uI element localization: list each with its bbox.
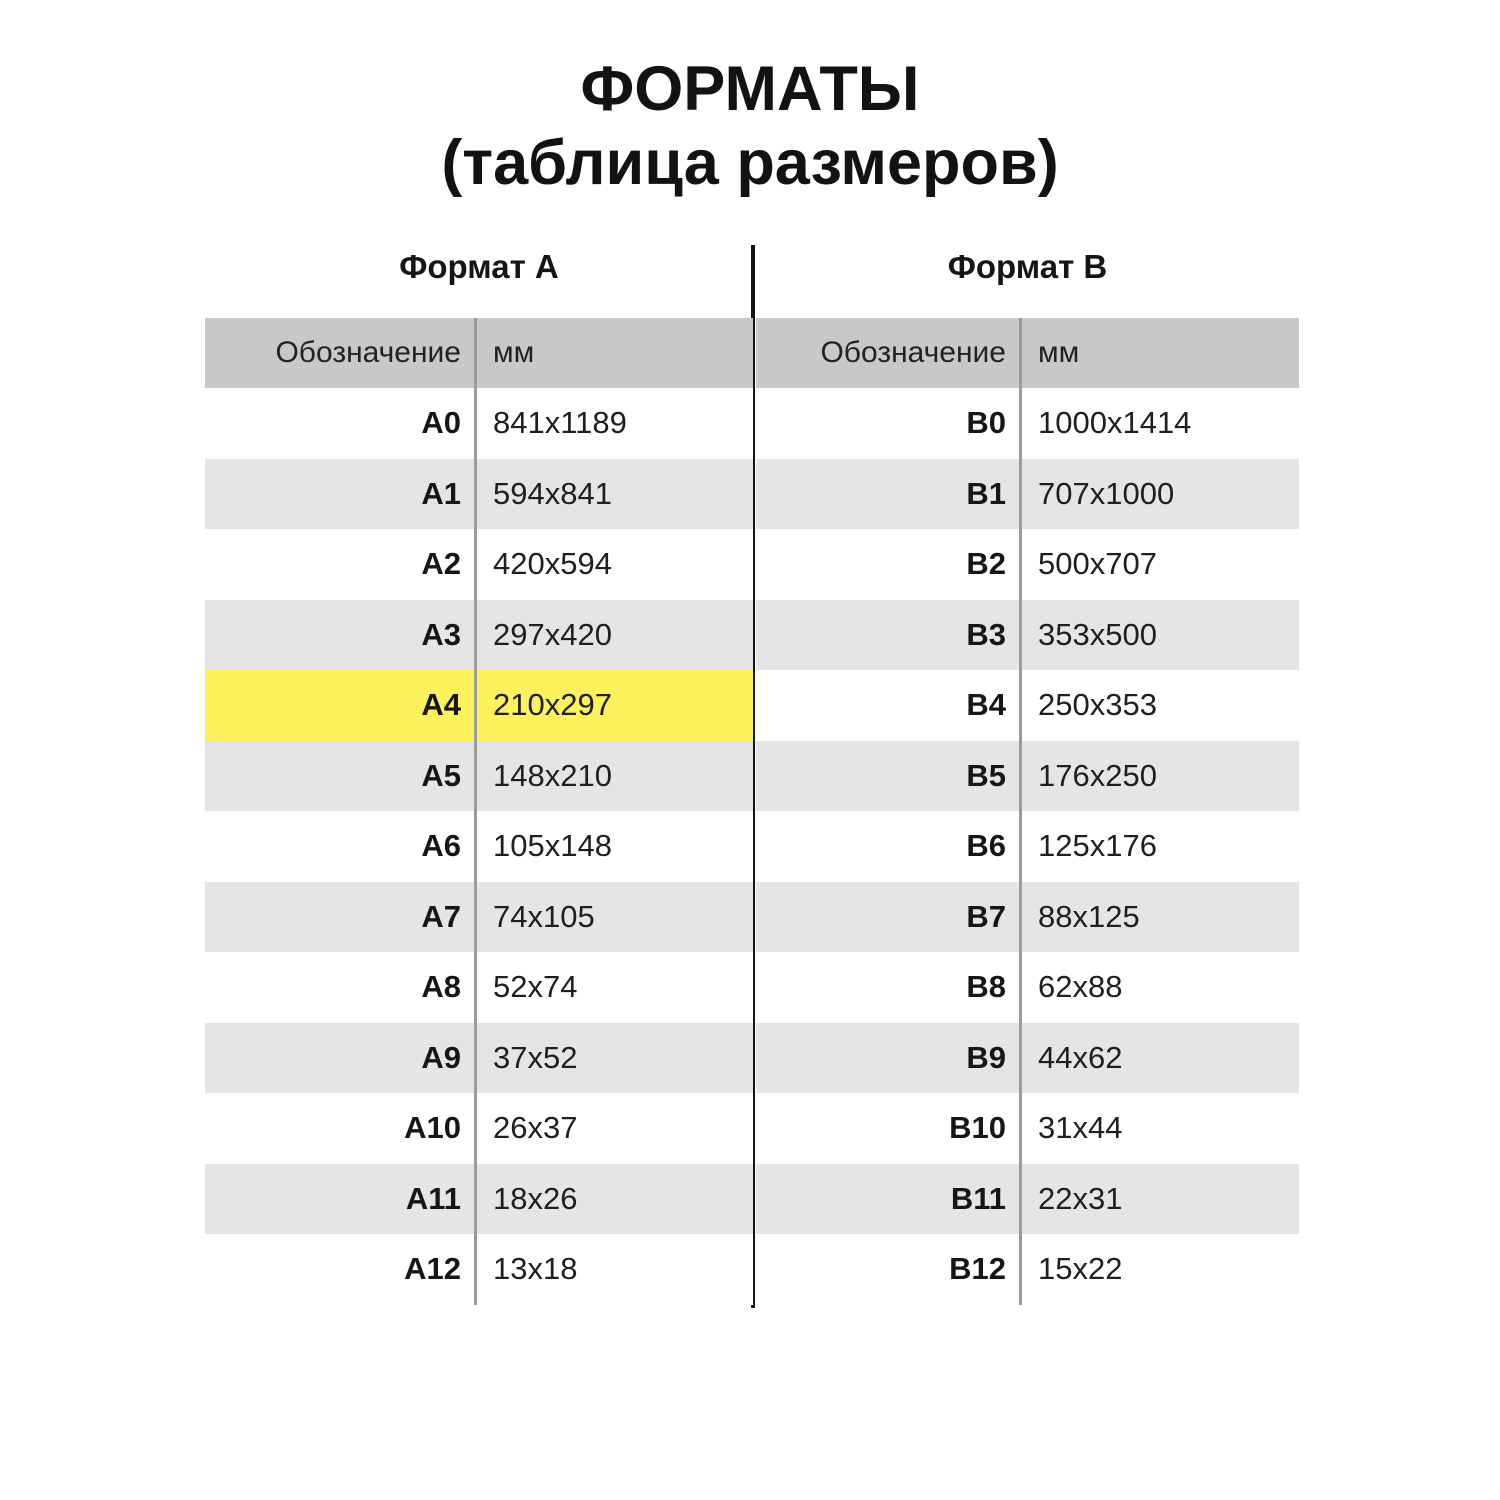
designation-cell: B10 [756,1093,1022,1164]
table-row [756,1164,1299,1235]
table-row [205,1023,753,1094]
mm-cell: 26x37 [493,1110,578,1146]
designation-cell: B0 [756,388,1022,459]
designation-cell: A11 [205,1164,477,1235]
table-row [756,388,1299,459]
mm-cell: 22x31 [1038,1180,1123,1216]
mm-cell: 88x125 [1038,898,1140,934]
designation-cell: B5 [756,741,1022,812]
mm-cell: 420x594 [493,546,612,582]
page-title-line-2: (таблица размеров) [441,128,1059,198]
section-title-format-b: Формат В [947,248,1108,285]
table-row [756,459,1299,530]
table-row [756,670,1299,741]
mm-cell: 297x420 [493,616,612,652]
mm-cell: 353x500 [1038,616,1157,652]
table-row [205,459,753,530]
designation-cell: B1 [756,459,1022,530]
designation-cell: A3 [205,600,477,671]
mm-cell: 15x22 [1038,1251,1123,1287]
table-row [205,1164,753,1235]
section-title-format-a: Формат А [399,248,559,285]
mm-cell: 18x26 [493,1180,578,1216]
table-row [205,1093,753,1164]
designation-cell: B6 [756,811,1022,882]
table-row [205,952,753,1023]
designation-cell: B3 [756,600,1022,671]
designation-cell: B8 [756,952,1022,1023]
header-cell-mm: мм [1038,336,1080,369]
designation-cell: A1 [205,459,477,530]
designation-cell: B11 [756,1164,1022,1235]
header-cell-mm: мм [493,336,535,369]
table-row [205,882,753,953]
designation-cell: B12 [756,1234,1022,1305]
table-row [756,882,1299,953]
table-row [205,529,753,600]
header-cell-designation: Обозначение [756,318,1022,388]
table-row [756,1234,1299,1305]
mm-cell: 13x18 [493,1251,578,1287]
format-a-table [205,318,753,1305]
table-row-highlighted [205,670,753,741]
mm-cell: 176x250 [1038,757,1157,793]
page-title-line-1: ФОРМАТЫ [580,54,920,124]
mm-cell: 125x176 [1038,828,1157,864]
table-row [756,1093,1299,1164]
table-header-row [756,318,1299,388]
table-row [205,600,753,671]
table-row [205,741,753,812]
table-row [205,1234,753,1305]
table-row [756,1023,1299,1094]
designation-cell: A8 [205,952,477,1023]
table-header-row [205,318,753,388]
table-row [205,388,753,459]
mm-cell: 105x148 [493,828,612,864]
mm-cell: 707x1000 [1038,475,1175,511]
designation-cell: A0 [205,388,477,459]
table-row [756,529,1299,600]
mm-cell: 62x88 [1038,969,1123,1005]
page-title [0,52,1500,200]
table-row [756,811,1299,882]
designation-cell: A9 [205,1023,477,1094]
table-row [756,741,1299,812]
mm-cell: 594x841 [493,475,612,511]
mm-cell: 500x707 [1038,546,1157,582]
mm-cell: 37x52 [493,1039,578,1075]
header-cell-designation: Обозначение [205,318,477,388]
designation-cell: A5 [205,741,477,812]
mm-cell: 210x297 [493,687,612,723]
mm-cell: 841x1189 [493,405,627,441]
format-b-table [756,318,1299,1305]
designation-cell: A10 [205,1093,477,1164]
mm-cell: 148x210 [493,757,612,793]
mm-cell: 250x353 [1038,687,1157,723]
designation-cell: A4 [205,670,477,741]
mm-cell: 74x105 [493,898,595,934]
designation-cell: A12 [205,1234,477,1305]
designation-cell: B4 [756,670,1022,741]
table-row [205,811,753,882]
table-row [756,600,1299,671]
mm-cell: 52x74 [493,969,578,1005]
designation-cell: B2 [756,529,1022,600]
designation-cell: A7 [205,882,477,953]
designation-cell: A2 [205,529,477,600]
designation-cell: B9 [756,1023,1022,1094]
designation-cell: A6 [205,811,477,882]
mm-cell: 31x44 [1038,1110,1123,1146]
mm-cell: 44x62 [1038,1039,1123,1075]
designation-cell: B7 [756,882,1022,953]
mm-cell: 1000x1414 [1038,405,1192,441]
table-row [756,952,1299,1023]
